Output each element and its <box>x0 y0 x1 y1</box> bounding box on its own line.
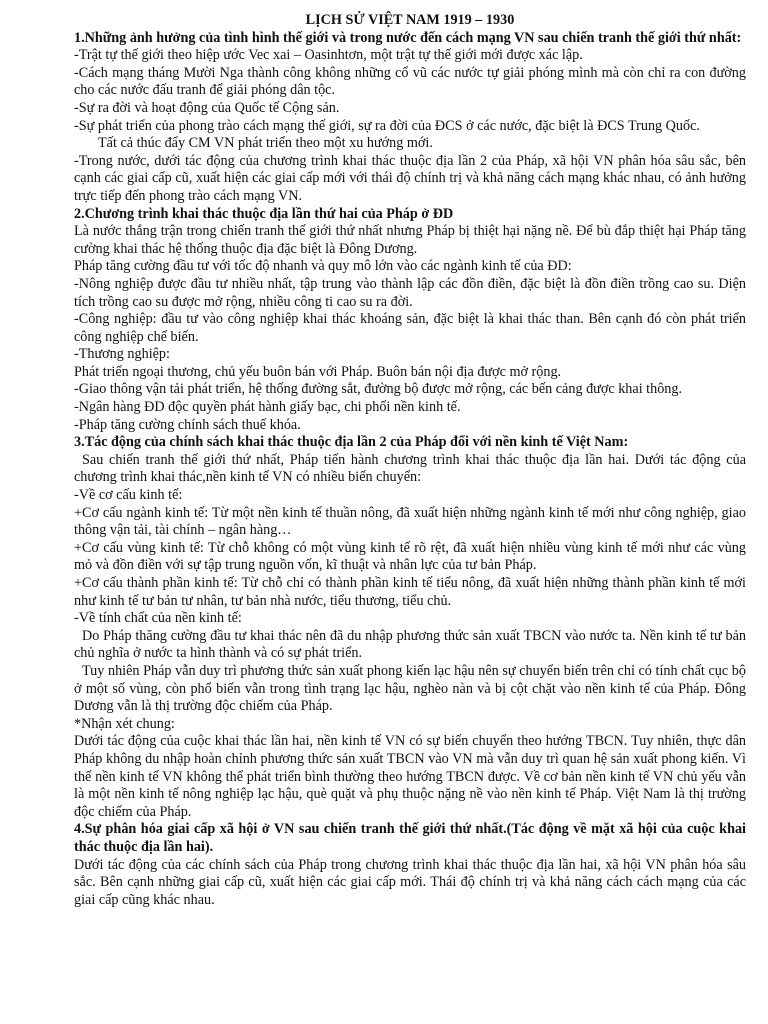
paragraph: -Về tính chất của nền kinh tế: <box>74 610 242 627</box>
paragraph: Phát triển ngoại thương, chủ yếu buôn bán với Pháp. Buôn bán nội địa được mở rộng. <box>74 363 562 380</box>
section-heading-3: 3.Tác động của chính sách khai thác thuộc địa lần 2 của Pháp đối với nền kinh tế Việt Nam: <box>74 434 629 451</box>
paragraph: -Sự ra đời và hoạt động của Quốc tế Cộng sản. <box>74 99 340 116</box>
page-title: LỊCH SỬ VIỆT NAM 1919 – 1930 <box>305 12 515 28</box>
paragraph: -Nông nghiệp được đầu tư nhiều nhất, tập trung vào thành lập các đồn điền, đặc biệt là đồn điền trồng cao su. Diện tích trồng cao su được mở rộng, nhiều công ti cao su ra đời. <box>74 275 746 310</box>
paragraph: Dưới tác động của các chính sách của Pháp trong chương trình khai thác thuộc địa lần hai, xã hội VN phân hóa sâu sắc. Bên cạnh những giai cấp cũ, xuất hiện các giai cấp mới. Thái độ chính trị và khả năng cách cách mạng của các giai cấp cũng khác nhau. <box>74 856 746 908</box>
paragraph: Sau chiến tranh thế giới thứ nhất, Pháp tiến hành chương trình khai thác thuộc địa lần hai. Dưới tác động của chương trình khai thác,nền kinh tế VN có nhiều biến chuyển: <box>74 451 746 486</box>
paragraph: +Cơ cấu thành phần kinh tế: Từ chỗ chỉ có thành phần kinh tế tiểu nông, đã xuất hiện những thành phần kinh tế mới như kinh tế tư bản tư nhân, tư bản nhà nước, tiểu thương, tiểu chủ. <box>74 575 746 609</box>
paragraph: Do Pháp thăng cường đầu tư khai thác nên đã du nhập phương thức sản xuất TBCN vào nước ta. Nền kinh tế tư bản chủ nghĩa ở nước ta hình thành và có sự phát triển. <box>74 627 746 662</box>
paragraph: -Cách mạng tháng Mười Nga thành công không những cổ vũ các nước tự giải phóng mình mà còn chỉ ra con đường cho các nước đấu tranh để giải phóng dân tộc. <box>74 64 746 99</box>
paragraph: -Công nghiệp: đầu tư vào công nghiệp khai thác khoáng sản, đặc biệt là khai thác than. Bên cạnh đó còn phát triển công nghiệp chế biến. <box>74 311 746 345</box>
paragraph: -Trong nước, dưới tác động của chương trình khai thác thuộc địa lần 2 của Pháp, xã hội VN phân hóa sâu sắc, bên cạnh các giai cấp cũ, xuất hiện các giai cấp mới với thái độ chính trị và khả năng cách mạng khác nhau, có ảnh hưởng trực tiếp đến phong trào cách mạng VN. <box>74 152 746 204</box>
section-heading-1: 1.Những ảnh hưởng của tình hình thế giới và trong nước đến cách mạng VN sau chiến tranh thế giới thứ nhất: <box>74 29 742 46</box>
paragraph: +Cơ cấu ngành kinh tế: Từ một nền kinh tế thuần nông, đã xuất hiện những ngành kinh tế mới như công nghiệp, giao thông vận tải, tài chính – ngân hàng… <box>74 504 746 539</box>
paragraph: -Pháp tăng cường chính sách thuế khóa. <box>74 416 301 433</box>
section-heading-4: 4.Sự phân hóa giai cấp xã hội ở VN sau chiến tranh thế giới thứ nhất.(Tác động về mặt xã hội của cuộc khai thác thuộc địa lần hai). <box>74 821 746 855</box>
paragraph: -Giao thông vận tải phát triển, hệ thống đường sắt, đường bộ được mở rộng, các bến cảng được khai thông. <box>74 381 683 398</box>
paragraph: -Ngân hàng ĐD độc quyền phát hành giấy bạc, chi phối nền kinh tế. <box>74 399 461 416</box>
paragraph: -Về cơ cấu kinh tế: <box>74 487 183 504</box>
paragraph: Tất cả thúc đẩy CM VN phát triển theo một xu hướng mới. <box>98 135 433 152</box>
paragraph: Dưới tác động của cuộc khai thác lần hai, nền kinh tế VN có sự biến chuyển theo hướng TBCN. Tuy nhiên, thực dân Pháp không du nhập hoàn chỉnh phương thức sản xuất TBCN vào VN mà vẫn duy trì quan hệ sản xuất phong kiến. Vì thế nền kinh tế VN không thể phát triển bình thường theo hướng TBCN được. Về cơ bản nền kinh tế VN chủ yếu vẫn là một nền kinh tế nông nghiệp lạc hậu, què quặt và phụ thuộc nặng nề vào nền kinh tế Pháp. Việt Nam là thị trường độc chiếm của Pháp. <box>74 733 746 820</box>
paragraph: -Thương nghiệp: <box>74 346 170 363</box>
paragraph: Tuy nhiên Pháp vẫn duy trì phương thức sản xuất phong kiến lạc hậu nên sự chuyển biến trên chỉ có tính chất cục bộ ở một số vùng, còn phổ biến vẫn trong tình trạng lạc hậu, nghèo nàn và bị cột chặt vào nền kinh tế của Pháp. Đông Dương vẫn là thị trường độc chiếm của Pháp. <box>74 662 746 715</box>
paragraph: -Sự phát triển của phong trào cách mạng thế giới, sự ra đời của ĐCS ở các nước, đặc biệt là ĐCS Trung Quốc. <box>74 117 700 134</box>
paragraph: *Nhận xét chung: <box>74 715 175 732</box>
paragraph: +Cơ cấu vùng kinh tế: Từ chỗ không có một vùng kinh tế rõ rệt, đã xuất hiện nhiều vùng kinh tế mới như các vùng mỏ và đồn điền với sự tập trung nguồn vốn, kĩ thuật và nhân lực của tư bản Pháp. <box>74 539 746 574</box>
section-heading-2: 2.Chương trình khai thác thuộc địa lần thứ hai của Pháp ở ĐD <box>74 205 454 222</box>
paragraph: Pháp tăng cường đầu tư với tốc độ nhanh và quy mô lớn vào các ngành kinh tế của ĐD: <box>74 258 572 275</box>
paragraph: Là nước thắng trận trong chiến tranh thế giới thứ nhất nhưng Pháp bị thiệt hại nặng nề. Để bù đắp thiệt hại Pháp tăng cường khai thác hệ thống thuộc địa đặc biệt là Đông Dương. <box>74 223 746 257</box>
paragraph: -Trật tự thế giới theo hiệp ước Vec xai – Oasinhtơn, một trật tự thế giới mới được xác lập. <box>74 47 583 64</box>
